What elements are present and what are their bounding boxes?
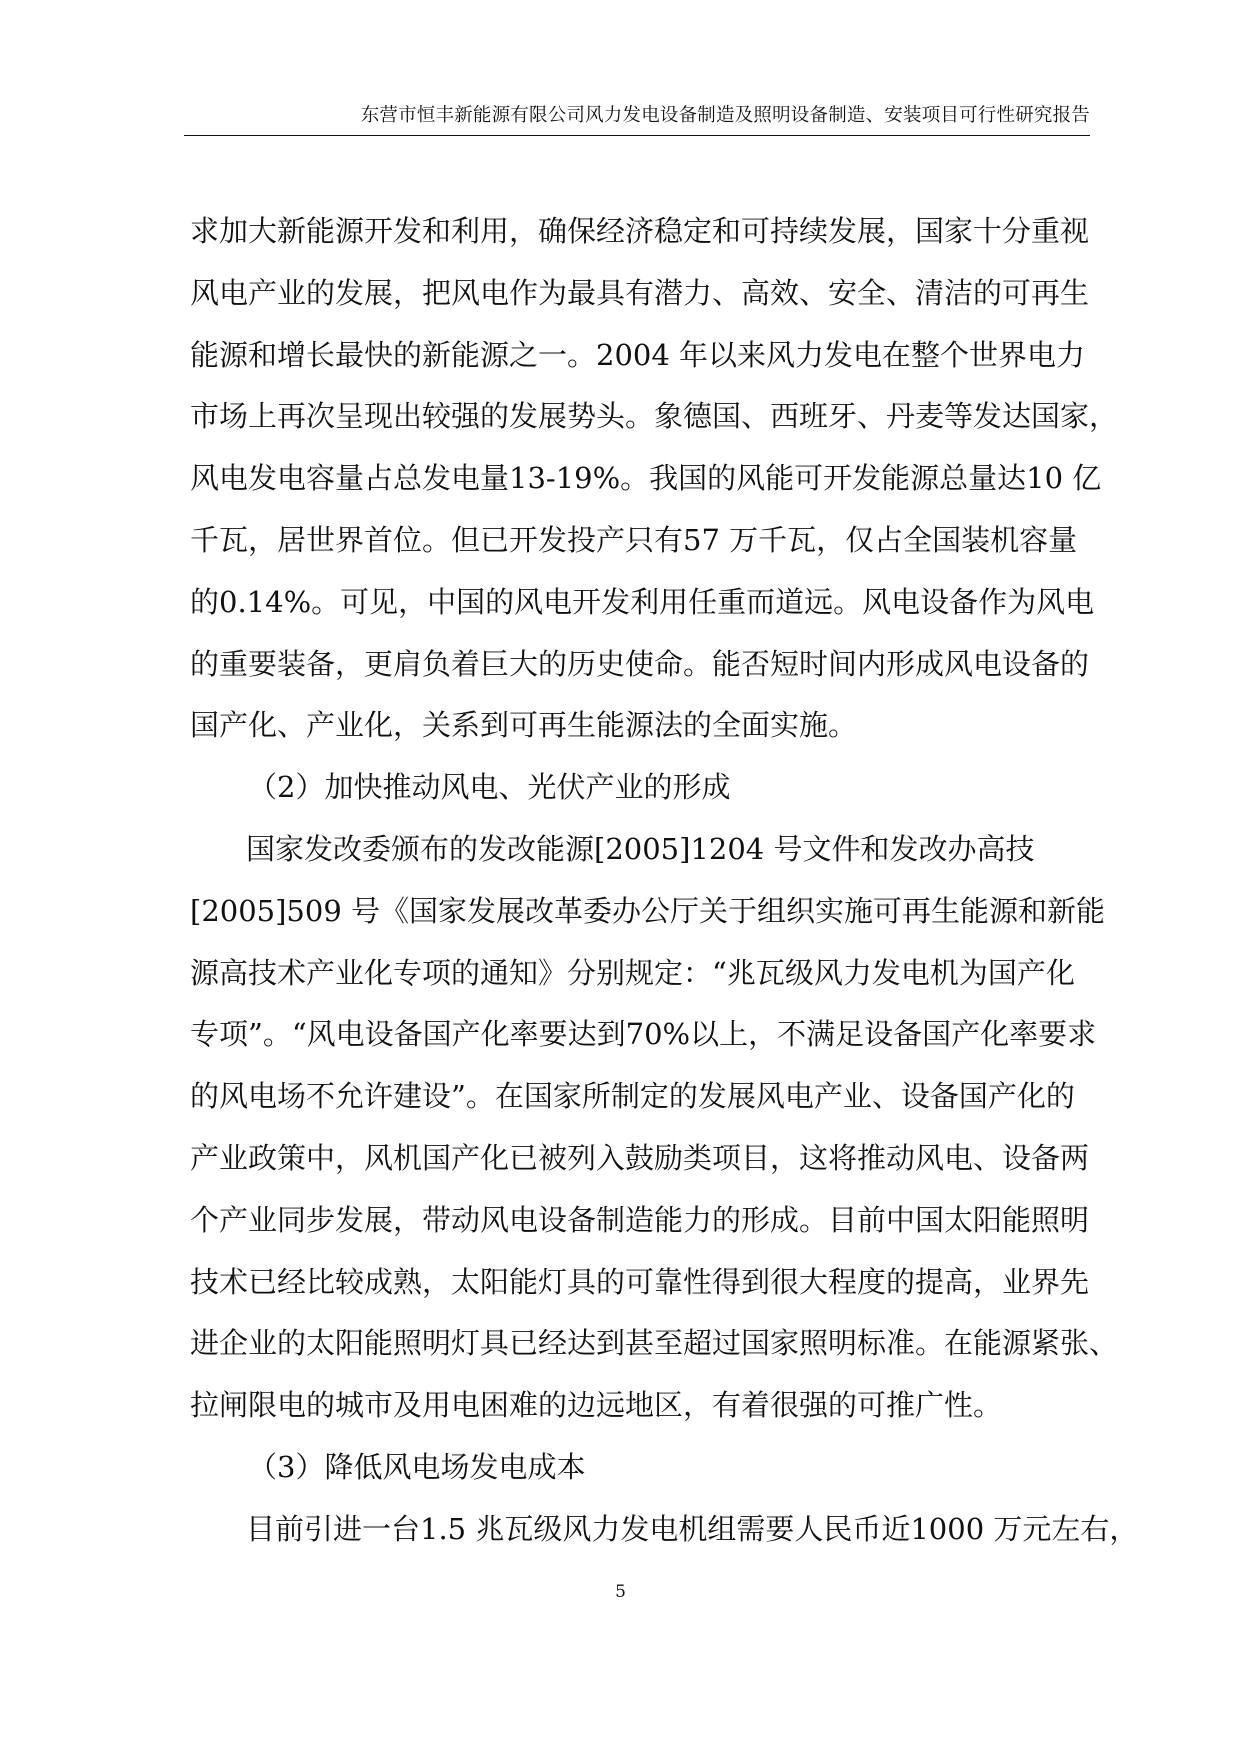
paragraph-line: 专项”。“风电设备国产化率要达到70%以上，不满足设备国产化率要求 bbox=[190, 1017, 1097, 1052]
paragraph-line: 产业政策中，风机国产化已被列入鼓励类项目，这将推动风电、设备两 bbox=[190, 1140, 1090, 1175]
running-header: 东营市恒丰新能源有限公司风力发电设备制造及照明设备制造、安装项目可行性研究报告 bbox=[360, 105, 1090, 126]
paragraph-line: 的0.14%。可见，中国的风电开发利用任重而道远。风电设备作为风电 bbox=[190, 584, 1095, 619]
paragraph-line: 能源和增长最快的新能源之一。2004 年以来风力发电在整个世界电力 bbox=[190, 337, 1086, 372]
body-text bbox=[190, 201, 1139, 1561]
paragraph-line: 市场上再次呈现出较强的发展势头。象德国、西班牙、丹麦等发达国家， bbox=[190, 399, 1119, 434]
paragraph-line: 国产化、产业化，关系到可再生能源法的全面实施。 bbox=[190, 708, 858, 743]
paragraph-line: 国家发改委颁布的发改能源[2005]1204 号文件和发改办高技 bbox=[246, 831, 1035, 866]
page-number: 5 bbox=[615, 1582, 626, 1602]
paragraph-line: 技术已经比较成熟，太阳能灯具的可靠性得到很大程度的提高，业界先 bbox=[190, 1264, 1090, 1299]
section-heading: （2）加快推动风电、光伏产业的形成 bbox=[248, 770, 731, 805]
paragraph-line: 目前引进一台1.5 兆瓦级风力发电机组需要人民币近1000 万元左右， bbox=[246, 1511, 1139, 1546]
paragraph-line: 进企业的太阳能照明灯具已经达到甚至超过国家照明标准。在能源紧张、 bbox=[190, 1326, 1119, 1361]
paragraph-line: 的风电场不允许建设”。在国家所制定的发展风电产业、设备国产化的 bbox=[190, 1079, 1075, 1114]
paragraph-line: [2005]509 号《国家发展改革委办公厅关于组织实施可再生能源和新能 bbox=[190, 893, 1106, 928]
paragraph-line: 个产业同步发展，带动风电设备制造能力的形成。目前中国太阳能照明 bbox=[190, 1202, 1090, 1237]
paragraph-line: 求加大新能源开发和利用，确保经济稳定和可持续发展，国家十分重视 bbox=[190, 214, 1090, 248]
paragraph-line: 风电产业的发展，把风电作为最具有潜力、高效、安全、清洁的可再生 bbox=[190, 275, 1090, 310]
paragraph-line: 源高技术产业化专项的通知》分别规定：“兆瓦级风力发电机为国产化 bbox=[190, 955, 1075, 990]
paragraph-line: 的重要装备，更肩负着巨大的历史使命。能否短时间内形成风电设备的 bbox=[190, 646, 1090, 681]
header-rule bbox=[184, 135, 1090, 136]
paragraph-line: 风电发电容量占总发电量13-19%。我国的风能可开发能源总量达10 亿 bbox=[190, 461, 1102, 496]
paragraph-line: 拉闸限电的城市及用电困难的边远地区，有着很强的可推广性。 bbox=[190, 1388, 1003, 1423]
paragraph-line: 千瓦，居世界首位。但已开发投产只有57 万千瓦，仅占全国装机容量 bbox=[190, 522, 1078, 557]
section-heading: （3）降低风电场发电成本 bbox=[248, 1449, 586, 1484]
